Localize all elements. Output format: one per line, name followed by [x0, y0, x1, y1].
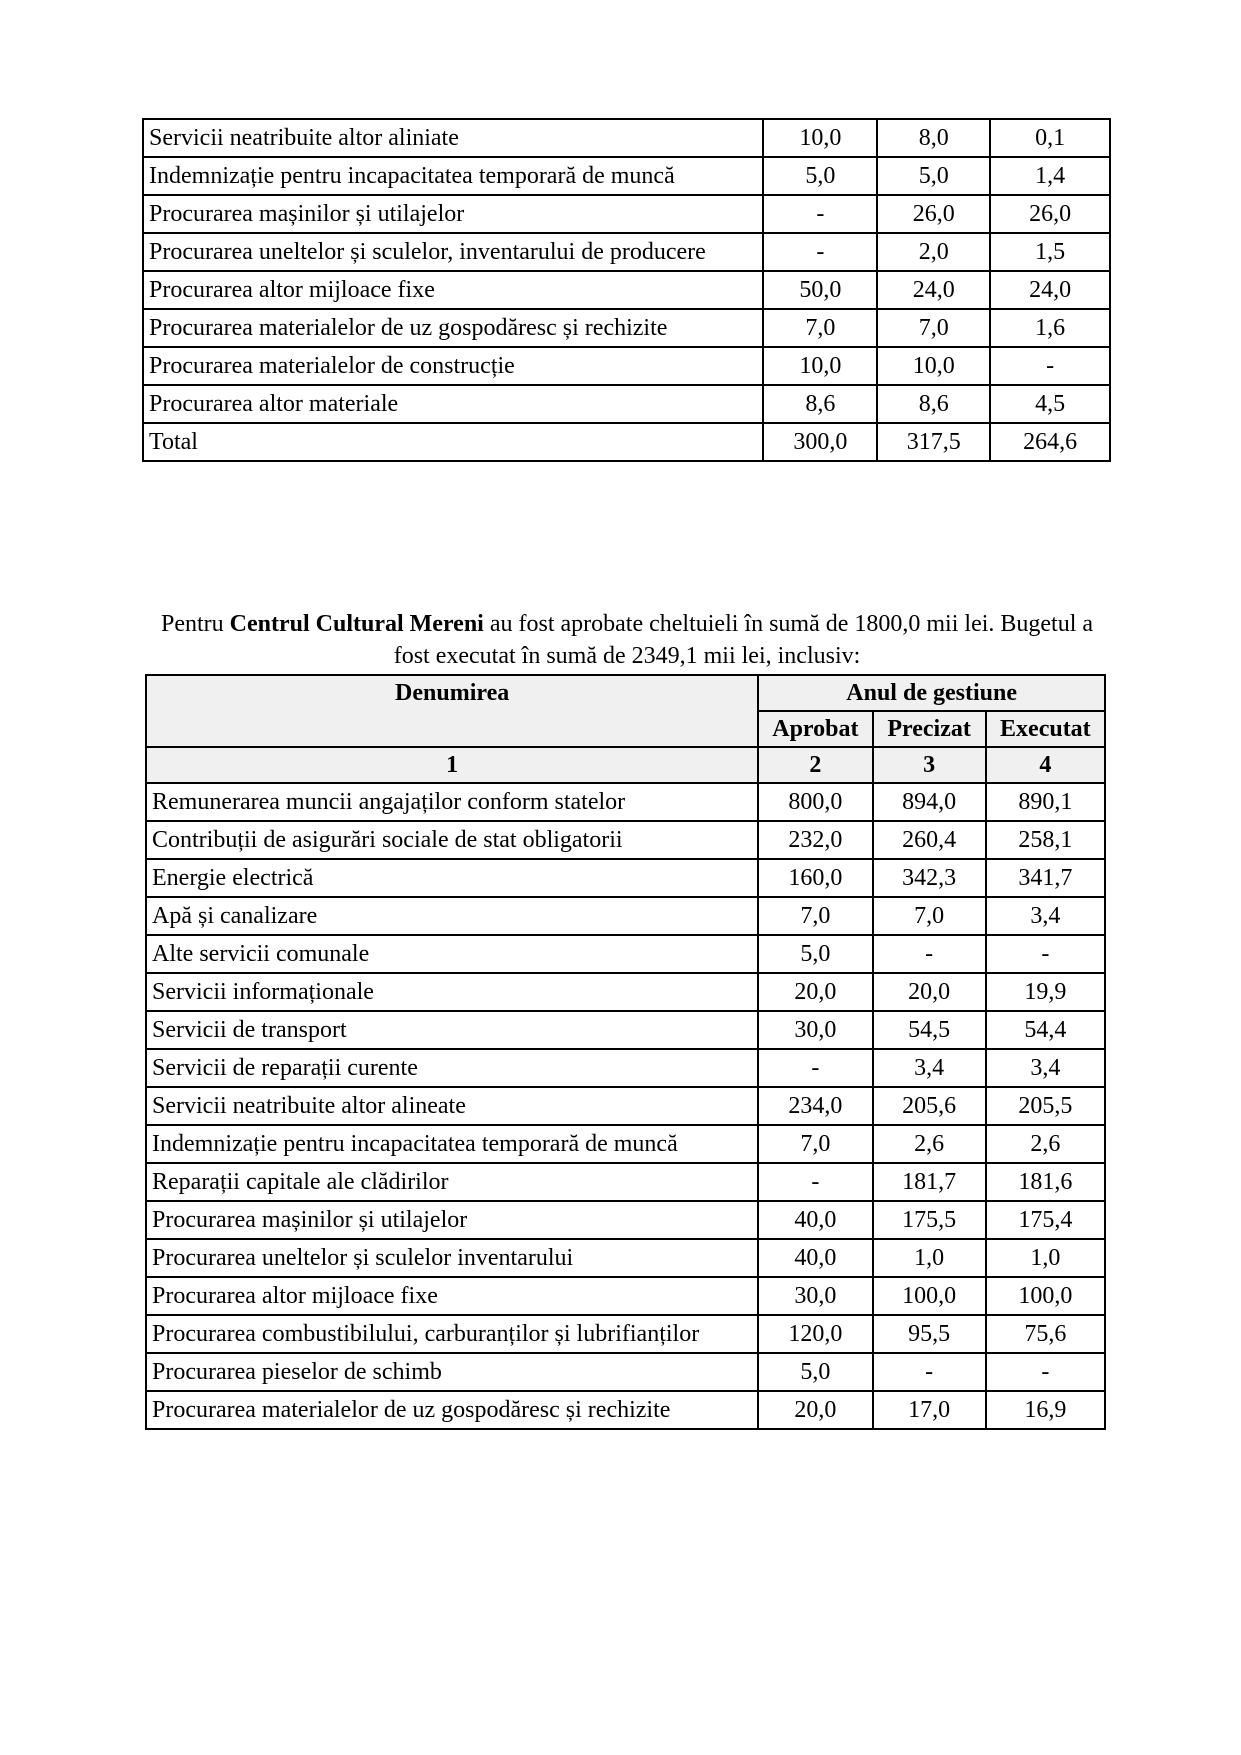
precizat-value: 26,0	[877, 195, 990, 233]
table-row	[146, 897, 1105, 935]
intro-prefix: Pentru	[160, 611, 230, 637]
row-name: Reparații capitale ale clădirilor	[146, 1163, 758, 1201]
executat-value: 264,6	[990, 423, 1110, 461]
row-name: Servicii de reparații curente	[146, 1049, 758, 1087]
row-name: Procurarea altor mijloace fixe	[143, 271, 763, 309]
table-row	[146, 1391, 1105, 1429]
precizat-value: 1,0	[873, 1239, 986, 1277]
aprobat-value: 10,0	[763, 119, 877, 157]
aprobat-value: 5,0	[758, 1353, 872, 1391]
column-number: 2	[758, 747, 872, 783]
precizat-value: 100,0	[873, 1277, 986, 1315]
precizat-value: -	[873, 1353, 986, 1391]
precizat-value: 7,0	[873, 897, 986, 935]
table-row	[143, 385, 1110, 423]
executat-value: 1,6	[990, 309, 1110, 347]
table-row	[146, 783, 1105, 821]
executat-value: 175,4	[986, 1201, 1105, 1239]
aprobat-value: 30,0	[758, 1277, 872, 1315]
precizat-value: 24,0	[877, 271, 990, 309]
executat-value: 1,5	[990, 233, 1110, 271]
aprobat-value: 20,0	[758, 1391, 872, 1429]
aprobat-value: 5,0	[758, 935, 872, 973]
executat-value: 258,1	[986, 821, 1105, 859]
precizat-value: 2,6	[873, 1125, 986, 1163]
row-name: Procurarea materialelor de uz gospodăresc și rechizite	[146, 1391, 758, 1429]
row-name: Remunerarea muncii angajaților conform statelor	[146, 783, 758, 821]
precizat-value: 260,4	[873, 821, 986, 859]
table-row	[146, 1353, 1105, 1391]
aprobat-value: 160,0	[758, 859, 872, 897]
aprobat-value: 5,0	[763, 157, 877, 195]
row-name: Energie electrică	[146, 859, 758, 897]
aprobat-value: -	[758, 1049, 872, 1087]
column-number: 4	[986, 747, 1105, 783]
aprobat-value: 7,0	[763, 309, 877, 347]
aprobat-value: -	[763, 233, 877, 271]
table-row	[146, 1011, 1105, 1049]
executat-value: 16,9	[986, 1391, 1105, 1429]
precizat-value: 181,7	[873, 1163, 986, 1201]
header-row	[146, 675, 1105, 711]
column-group-header: Anul de gestiune	[758, 675, 1105, 711]
row-name: Procurarea uneltelor și sculelor inventarului	[146, 1239, 758, 1277]
precizat-value: 894,0	[873, 783, 986, 821]
row-name: Servicii neatribuite altor aliniate	[143, 119, 763, 157]
row-name: Procurarea altor mijloace fixe	[146, 1277, 758, 1315]
row-name: Indemnizație pentru incapacitatea temporară de muncă	[146, 1125, 758, 1163]
executat-value: -	[986, 1353, 1105, 1391]
cultural-center-expenses-table	[145, 674, 1106, 1430]
row-name: Procurarea mașinilor și utilajelor	[146, 1201, 758, 1239]
precizat-value: 20,0	[873, 973, 986, 1011]
executat-value: 1,0	[986, 1239, 1105, 1277]
precizat-value: 54,5	[873, 1011, 986, 1049]
precizat-value: 317,5	[877, 423, 990, 461]
table-row	[143, 195, 1110, 233]
table-row	[146, 1049, 1105, 1087]
executat-value: 75,6	[986, 1315, 1105, 1353]
executat-value: 24,0	[990, 271, 1110, 309]
column-number: 1	[146, 747, 758, 783]
executat-value: -	[990, 347, 1110, 385]
table-row	[146, 1201, 1105, 1239]
table-row	[146, 859, 1105, 897]
table-row	[146, 1315, 1105, 1353]
aprobat-value: 50,0	[763, 271, 877, 309]
column-number-row	[146, 747, 1105, 783]
aprobat-value: 40,0	[758, 1239, 872, 1277]
row-name: Indemnizație pentru incapacitatea temporară de muncă	[143, 157, 763, 195]
column-header-precizat: Precizat	[873, 711, 986, 747]
precizat-value: 342,3	[873, 859, 986, 897]
precizat-value: 17,0	[873, 1391, 986, 1429]
aprobat-value: 232,0	[758, 821, 872, 859]
executat-value: 1,4	[990, 157, 1110, 195]
intro-suffix: au fost aprobate cheltuieli în sumă de 1800,0 mii lei. Bugetul a fost executat în sumă de 2349,1 mii lei, inclusiv:	[393, 611, 1094, 669]
table-row	[146, 1087, 1105, 1125]
executat-value: 341,7	[986, 859, 1105, 897]
executat-value: 2,6	[986, 1125, 1105, 1163]
table-row	[146, 1277, 1105, 1315]
executat-value: 3,4	[986, 897, 1105, 935]
aprobat-value: 30,0	[758, 1011, 872, 1049]
table-row	[146, 973, 1105, 1011]
table-row	[143, 309, 1110, 347]
executat-value: -	[986, 935, 1105, 973]
row-name: Contribuții de asigurări sociale de stat obligatorii	[146, 821, 758, 859]
row-name: Procurarea uneltelor și sculelor, inventarului de producere	[143, 233, 763, 271]
table-row	[146, 935, 1105, 973]
aprobat-value: 234,0	[758, 1087, 872, 1125]
executat-value: 3,4	[986, 1049, 1105, 1087]
aprobat-value: 20,0	[758, 973, 872, 1011]
table-row	[146, 821, 1105, 859]
precizat-value: 175,5	[873, 1201, 986, 1239]
row-name: Alte servicii comunale	[146, 935, 758, 973]
row-name: Total	[143, 423, 763, 461]
aprobat-value: 40,0	[758, 1201, 872, 1239]
column-number: 3	[873, 747, 986, 783]
executat-value: 100,0	[986, 1277, 1105, 1315]
row-name: Apă și canalizare	[146, 897, 758, 935]
precizat-value: 5,0	[877, 157, 990, 195]
row-name: Procurarea pieselor de schimb	[146, 1353, 758, 1391]
table-row	[143, 157, 1110, 195]
row-name: Procurarea altor materiale	[143, 385, 763, 423]
intro-paragraph	[146, 608, 1108, 672]
table-row	[143, 233, 1110, 271]
aprobat-value: 800,0	[758, 783, 872, 821]
table-row	[143, 271, 1110, 309]
executat-value: 0,1	[990, 119, 1110, 157]
aprobat-value: 120,0	[758, 1315, 872, 1353]
precizat-value: 10,0	[877, 347, 990, 385]
table-row	[146, 1239, 1105, 1277]
row-name: Procurarea materialelor de uz gospodăresc și rechizite	[143, 309, 763, 347]
column-header-executat: Executat	[986, 711, 1105, 747]
row-name: Procurarea combustibilului, carburanților și lubrifianților	[146, 1315, 758, 1353]
precizat-value: 2,0	[877, 233, 990, 271]
precizat-value: 95,5	[873, 1315, 986, 1353]
aprobat-value: 10,0	[763, 347, 877, 385]
executat-value: 19,9	[986, 973, 1105, 1011]
row-name: Procurarea mașinilor și utilajelor	[143, 195, 763, 233]
expenses-table-continued	[142, 118, 1111, 462]
executat-value: 205,5	[986, 1087, 1105, 1125]
row-name: Servicii informaționale	[146, 973, 758, 1011]
column-header-aprobat: Aprobat	[758, 711, 872, 747]
table-row	[143, 119, 1110, 157]
row-name: Servicii neatribuite altor alineate	[146, 1087, 758, 1125]
precizat-value: 7,0	[877, 309, 990, 347]
table-row	[146, 1125, 1105, 1163]
precizat-value: 8,6	[877, 385, 990, 423]
aprobat-value: 300,0	[763, 423, 877, 461]
table-row	[146, 1163, 1105, 1201]
executat-value: 890,1	[986, 783, 1105, 821]
precizat-value: 8,0	[877, 119, 990, 157]
precizat-value: 3,4	[873, 1049, 986, 1087]
executat-value: 181,6	[986, 1163, 1105, 1201]
executat-value: 26,0	[990, 195, 1110, 233]
aprobat-value: -	[758, 1163, 872, 1201]
precizat-value: -	[873, 935, 986, 973]
aprobat-value: -	[763, 195, 877, 233]
row-name: Servicii de transport	[146, 1011, 758, 1049]
entity-name: Centrul Cultural Mereni	[229, 611, 484, 637]
executat-value: 54,4	[986, 1011, 1105, 1049]
aprobat-value: 7,0	[758, 897, 872, 935]
total-row	[143, 423, 1110, 461]
precizat-value: 205,6	[873, 1087, 986, 1125]
aprobat-value: 8,6	[763, 385, 877, 423]
aprobat-value: 7,0	[758, 1125, 872, 1163]
row-name: Procurarea materialelor de construcție	[143, 347, 763, 385]
executat-value: 4,5	[990, 385, 1110, 423]
table-row	[143, 347, 1110, 385]
column-header-denumirea: Denumirea	[146, 675, 758, 747]
